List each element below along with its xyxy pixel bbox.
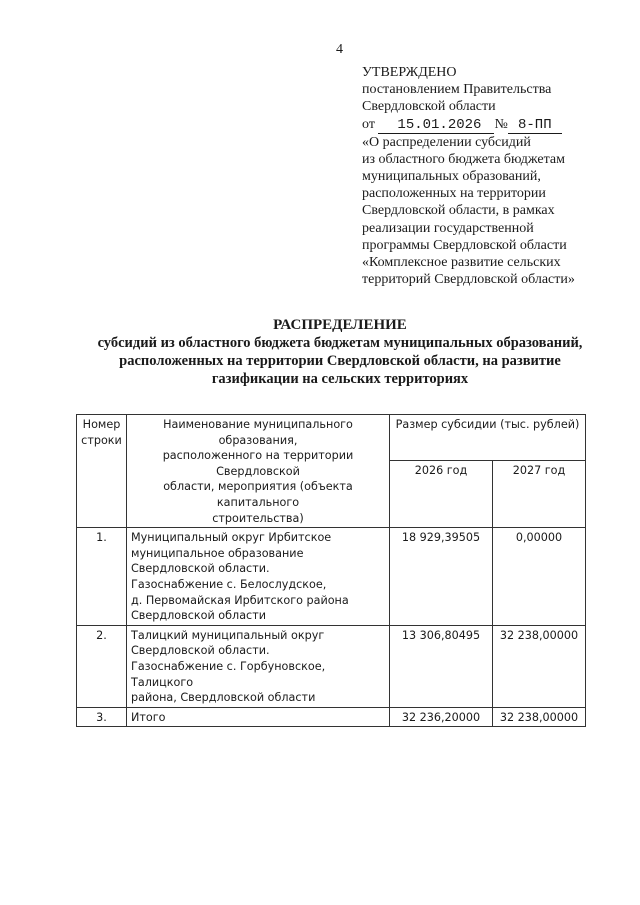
subtitle-line: субсидий из областного бюджета бюджетам муниципальных образований, bbox=[97, 335, 583, 351]
header-year-2026: 2026 год bbox=[390, 461, 493, 528]
decree-title-line: территорий Свердловской области» bbox=[362, 272, 575, 288]
approval-line: постановлением Правительства bbox=[362, 82, 552, 98]
decree-title-line: Свердловской области, в рамках bbox=[362, 203, 555, 219]
row-value-2027: 32 238,00000 bbox=[493, 625, 586, 707]
number-prefix: № bbox=[494, 116, 508, 132]
subsidy-table bbox=[76, 414, 586, 727]
decree-title-line: «Комплексное развитие сельских bbox=[362, 255, 561, 271]
row-number: 3. bbox=[77, 707, 127, 727]
row-value-2026: 18 929,39505 bbox=[390, 528, 493, 626]
approval-line: Свердловской области bbox=[362, 99, 496, 115]
decree-title-line: «О распределении субсидий bbox=[362, 134, 531, 150]
header-name: Наименование муниципального образования, расположенного на территории Свердловской области, мероприятия (объекта капитального строительства) bbox=[127, 415, 390, 528]
row-name: Талицкий муниципальный округ Свердловской области. Газоснабжение с. Горбуновское, Талицкого района, Свердловской области bbox=[127, 625, 390, 707]
total-value-2026: 32 236,20000 bbox=[390, 707, 493, 727]
decree-title-line: реализации государственной bbox=[362, 220, 534, 236]
table-row bbox=[77, 528, 586, 626]
date-prefix: от bbox=[362, 116, 375, 132]
total-value-2027: 32 238,00000 bbox=[493, 707, 586, 727]
header-year-2027: 2027 год bbox=[493, 461, 586, 528]
row-name: Итого bbox=[127, 707, 390, 727]
decree-title-line: муниципальных образований, bbox=[362, 169, 541, 185]
table-row bbox=[77, 625, 586, 707]
subtitle-line: расположенных на территории Свердловской области, на развитие bbox=[119, 353, 561, 369]
document-title bbox=[60, 316, 620, 388]
decree-title-line: программы Свердловской области bbox=[362, 237, 567, 253]
decree-number: 8-ПП bbox=[508, 118, 562, 134]
title-main: РАСПРЕДЕЛЕНИЕ bbox=[273, 317, 407, 333]
row-number: 1. bbox=[77, 528, 127, 626]
row-name: Муниципальный округ Ирбитское муниципальное образование Свердловской области. Газоснабжение с. Белослудское, д. Первомайская Ирбитского района Свердловской области bbox=[127, 528, 390, 626]
approval-block bbox=[362, 64, 622, 288]
page-number: 4 bbox=[336, 42, 343, 57]
header-row-number: Номер строки bbox=[77, 415, 127, 528]
row-number: 2. bbox=[77, 625, 127, 707]
header-subsidy-size: Размер субсидии (тыс. рублей) bbox=[390, 415, 586, 461]
decree-date: 15.01.2026 bbox=[378, 118, 494, 134]
row-value-2027: 0,00000 bbox=[493, 528, 586, 626]
row-value-2026: 13 306,80495 bbox=[390, 625, 493, 707]
approval-date-line bbox=[362, 116, 622, 134]
decree-title-line: из областного бюджета бюджетам bbox=[362, 151, 565, 167]
table-row-total bbox=[77, 707, 586, 727]
subtitle-line: газификации на сельских территориях bbox=[211, 371, 469, 387]
table-header-row bbox=[77, 415, 586, 461]
approval-heading: УТВЕРЖДЕНО bbox=[362, 65, 457, 80]
decree-title-line: расположенных на территории bbox=[362, 186, 546, 202]
